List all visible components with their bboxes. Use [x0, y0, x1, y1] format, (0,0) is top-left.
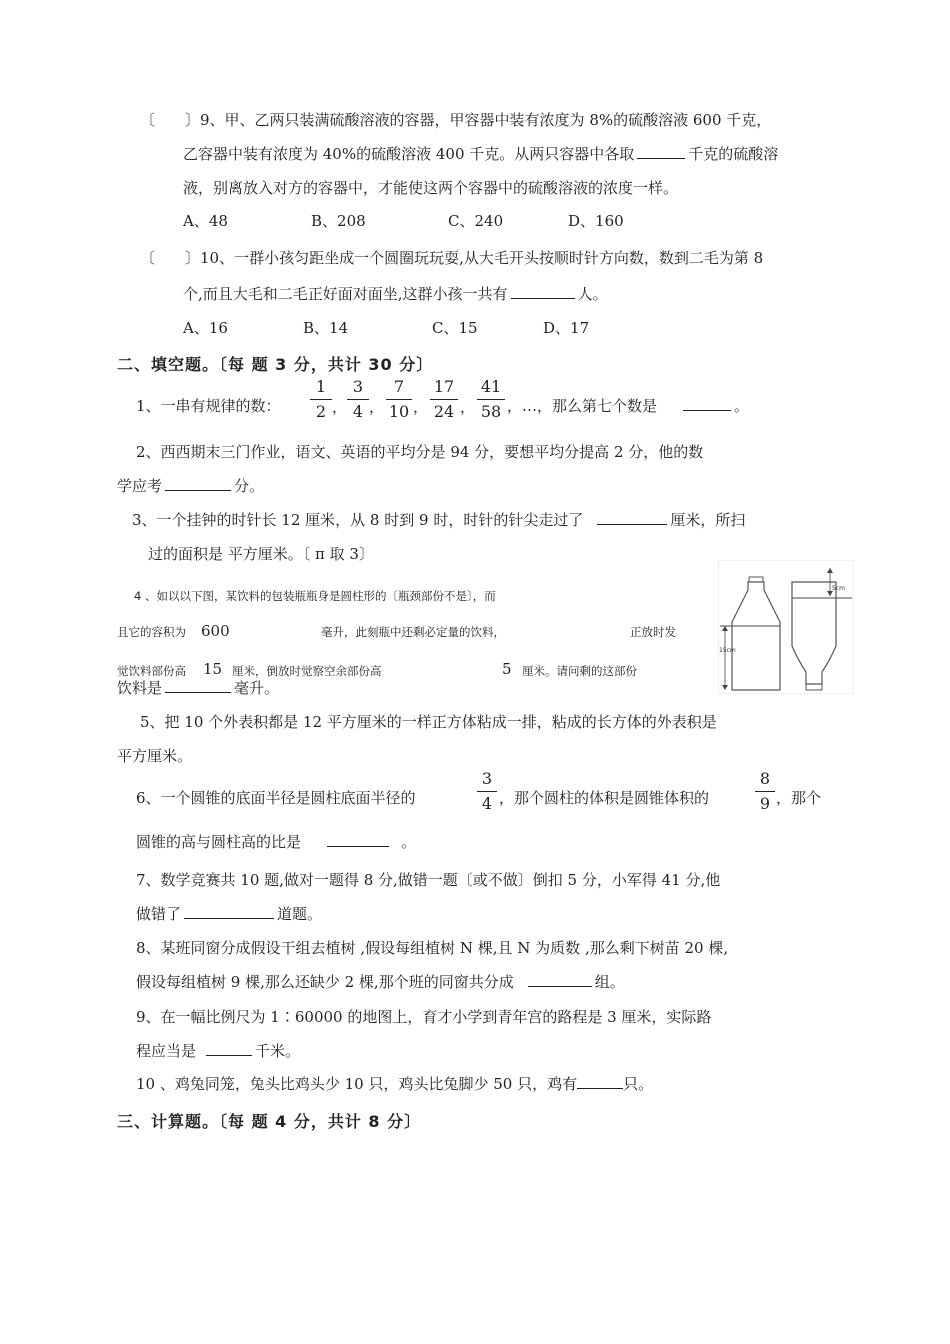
f4-c4: 5: [502, 660, 512, 678]
figure-frame: [718, 560, 854, 694]
q9-option-a: A、48: [183, 212, 228, 230]
q9-option-c: C、240: [448, 212, 504, 230]
q10-option-a: A、16: [183, 319, 228, 337]
f4-b4: 正放时发: [630, 625, 676, 639]
f6-line2: 圆锥的高与圆柱高的比是 。: [136, 833, 417, 851]
f8-line1: 8、某班同窗分成假设干组去植树 ,假设每组植树 N 棵,且 N 为质数 ,那么剩下树苗 20 棵,: [136, 939, 729, 957]
q9-option-b: B、208: [311, 212, 366, 230]
label-5cm: 5cm: [832, 585, 845, 592]
f1-fraction-4: 17 24: [430, 377, 458, 422]
f1-fraction-2: 3 4: [347, 377, 369, 422]
f4-line-a: 4 、如以以下图，某饮料的包装瓶瓶身是圆柱形的〔瓶颈部份不是〕，而: [134, 589, 496, 603]
q10-option-d: D、17: [543, 319, 590, 337]
q10-line1: 10、一群小孩匀距坐成一个圆圈玩玩耍,从大毛开头按顺时针方向数，数到二毛为第 8: [200, 249, 764, 267]
q9-option-d: D、160: [568, 212, 624, 230]
f1-tail: ，…，那么第七个数是 。: [507, 397, 750, 415]
f1-lead: 1、一串有规律的数：: [136, 397, 281, 415]
f1-sep-4: ，: [460, 398, 476, 416]
f4-c2: 15: [203, 660, 223, 678]
f4-b2: 600: [201, 622, 230, 640]
f4-b3: 毫升，此刻瓶中还剩必定量的饮料，: [321, 625, 505, 639]
f7-answer-blank[interactable]: [184, 904, 274, 919]
f3-line1: 3、一个挂钟的时针长 12 厘米，从 8 时到 9 时，时针的针尖走过了 厘米，所扫: [132, 511, 746, 529]
q9-paren: 〔 〕: [140, 111, 201, 129]
f10-line: 10 、鸡兔同笼，兔头比鸡头少 10 只，鸡头比兔脚少 50 只，鸡有 只。: [136, 1075, 654, 1093]
q9-answer-blank[interactable]: [637, 144, 685, 159]
f4-c5: 厘米。请问剩的这部份: [522, 664, 637, 678]
f2-answer-blank[interactable]: [165, 476, 231, 491]
f1-fraction-1: 1 2: [310, 377, 332, 422]
f6-c: ，那个: [776, 789, 822, 807]
section-3-title: 三、计算题。〔每 题 4 分，共计 8 分〕: [117, 1112, 422, 1131]
f6-answer-blank[interactable]: [327, 832, 389, 847]
f4-c1: 觉饮料部份高: [117, 664, 186, 678]
f1-fraction-5: 41 58: [477, 377, 505, 422]
f6-b: ，那个圆柱的体积是圆锥体积的: [499, 789, 710, 807]
q9-line3: 液，别离放入对方的容器中，才能使这两个容器中的硫酸溶液的浓度一样。: [183, 179, 679, 197]
f3-answer-blank-1[interactable]: [597, 510, 667, 525]
f1-answer-blank[interactable]: [683, 396, 731, 411]
f10-answer-blank[interactable]: [577, 1074, 623, 1089]
section-2-title: 二、填空题。〔每 题 3 分，共计 30 分〕: [117, 355, 434, 374]
f4-b1: 且它的容积为: [117, 625, 186, 639]
f3-line2: 过的面积是 平方厘米。〔 π 取 3〕: [148, 545, 374, 563]
f8-line2: 假设每组植树 9 棵,那么还缺少 2 棵,那个班的同窗共分成 组。: [136, 973, 625, 991]
f6-a: 6、一个圆锥的底面半径是圆柱底面半径的: [136, 789, 416, 807]
f4-c3: 厘米，倒放时觉察空余部份高: [232, 664, 382, 678]
f4-answer-blank[interactable]: [165, 678, 231, 693]
q9-line1: 9、甲、乙两只装满硫酸溶液的容器，甲容器中装有浓度为 8%的硫酸溶液 600 千克，: [200, 111, 772, 129]
f6-fraction-1: 3 4: [477, 769, 497, 814]
f8-answer-blank[interactable]: [528, 972, 592, 987]
f9-line2: 程应当是 千米。: [136, 1042, 301, 1060]
f2-line2: 学应考 分。: [117, 477, 265, 495]
f4-line-d: 饮料是 毫升。: [117, 679, 280, 697]
f1-sep-3: ，: [413, 398, 429, 416]
f7-line1: 7、数学竞赛共 10 题,做对一题得 8 分,做错一题〔或不做〕倒扣 5 分，小军得 41 分,他: [136, 871, 721, 889]
q10-option-c: C、15: [432, 319, 478, 337]
f9-answer-blank[interactable]: [206, 1041, 252, 1056]
f5-line2: 平方厘米。: [117, 747, 193, 765]
f9-line1: 9、在一幅比例尺为 1∶60000 的地图上，育才小学到青年宫的路程是 3 厘米，实际路: [136, 1008, 712, 1026]
f1-fraction-3: 7 10: [386, 377, 412, 422]
q10-option-b: B、14: [303, 319, 349, 337]
f1-sep-1: ，: [332, 398, 348, 416]
f2-line1: 2、西西期末三门作业，语文、英语的平均分是 94 分，要想平均分提高 2 分，他的数: [136, 443, 704, 461]
q10-line2: 个,而且大毛和二毛正好面对面坐,这群小孩一共有 人。: [183, 285, 608, 303]
q10-answer-blank[interactable]: [511, 284, 575, 299]
f7-line2: 做错了 道题。: [136, 905, 323, 923]
f6-fraction-2: 8 9: [755, 769, 775, 814]
f1-sep-2: ，: [369, 398, 385, 416]
label-15cm: 15cm: [719, 647, 736, 654]
q10-paren: 〔 〕: [140, 249, 201, 267]
bottle-figure: [718, 560, 854, 694]
q9-line2: 乙容器中装有浓度为 40%的硫酸溶液 400 千克。从两只容器中各取 千克的硫酸溶: [183, 145, 779, 163]
f5-line1: 5、把 10 个外表积都是 12 平方厘米的一样正方体粘成一排，粘成的长方体的外表积是: [140, 713, 717, 731]
